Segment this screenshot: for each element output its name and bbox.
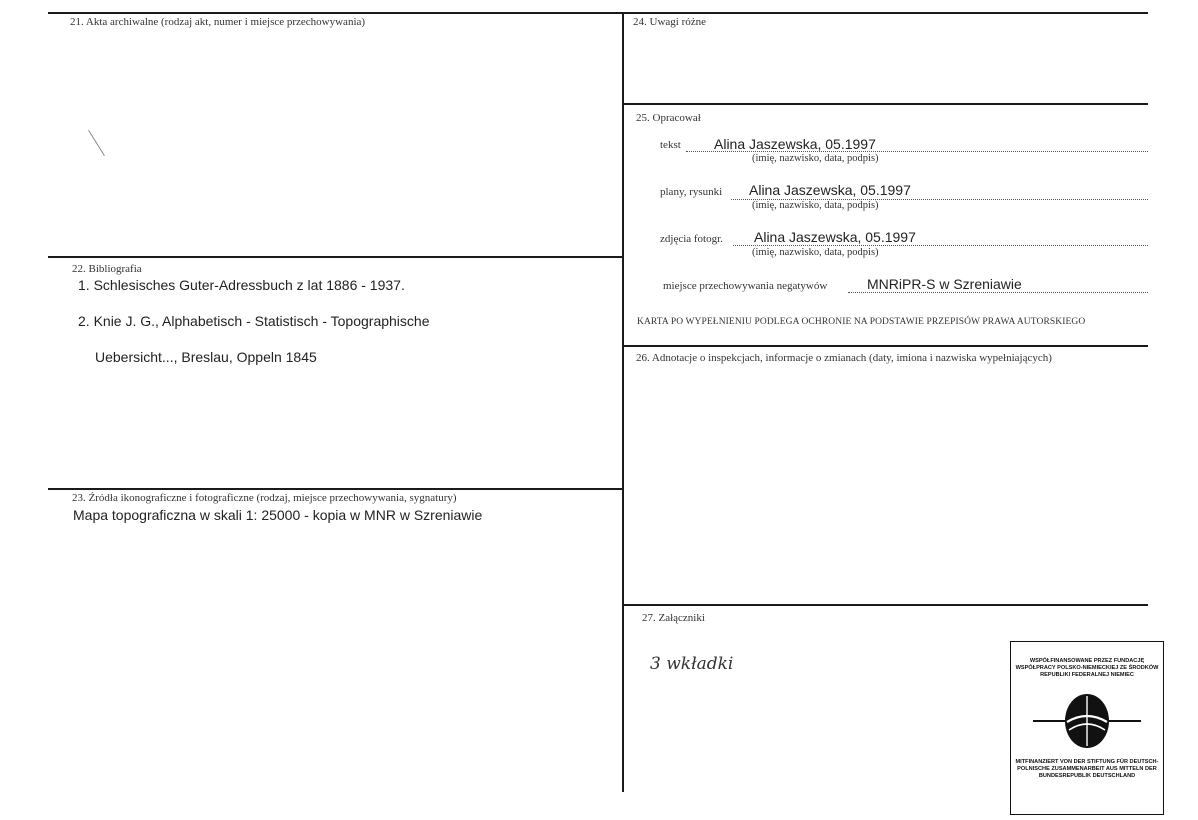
top-border (48, 12, 1148, 14)
bibliography-item-2: 2. Knie J. G., Alphabetisch - Statistisch - Topographische (78, 313, 430, 329)
copyright-notice: KARTA PO WYPEŁNIENIU PODLEGA OCHRONIE NA PODSTAWIE PRZEPISÓW PRAWA AUTORSKIEGO (637, 317, 1086, 327)
funding-stamp (1010, 641, 1164, 815)
iconographic-source: Mapa topograficzna w skali 1: 25000 - kopia w MNR w Szreniawie (73, 507, 483, 523)
attachments-handwritten: 3 wkładki (650, 654, 734, 674)
text-author-label: tekst (660, 139, 681, 151)
section-23-label: 23. Źródła ikonograficzne i fotograficzne (rodzaj, miejsce przechowywania, sygnatury) (72, 492, 457, 504)
bibliography-item-2-cont: Uebersicht..., Breslau, Oppeln 1845 (95, 349, 317, 365)
divider-22-23 (48, 488, 624, 490)
negatives-line (848, 292, 1148, 293)
stamp-top-text: WSPÓŁFINANSOWANE PRZEZ FUNDACJĘ WSPÓŁPRACY POLSKO-NIEMIECKIEJ ZE ŚRODKÓW REPUBLIKI FEDERALNEJ NIEMIEC (1015, 658, 1159, 678)
plans-author-label: plany, rysunki (660, 186, 723, 198)
text-author-value: Alina Jaszewska, 05.1997 (714, 136, 876, 152)
photos-author-hint: (imię, nazwisko, data, podpis) (752, 247, 879, 258)
photos-author-label: zdjęcia fotogr. (660, 233, 723, 245)
section-27-label: 27. Załączniki (642, 612, 705, 624)
bibliography-item-1: 1. Schlesisches Guter-Adressbuch z lat 1886 - 1937. (78, 277, 405, 293)
stray-mark (88, 130, 105, 156)
section-21-label: 21. Akta archiwalne (rodzaj akt, numer i miejsce przechowywania) (70, 16, 366, 28)
divider-24-25 (624, 103, 1148, 105)
section-24-label: 24. Uwagi różne (633, 16, 707, 28)
negatives-value: MNRiPR-S w Szreniawie (867, 276, 1022, 292)
plans-author-value: Alina Jaszewska, 05.1997 (749, 182, 911, 198)
photos-author-line (733, 245, 1148, 246)
section-22-label: 22. Bibliografia (72, 263, 142, 275)
plans-author-hint: (imię, nazwisko, data, podpis) (752, 200, 879, 211)
foundation-logo-icon (1063, 692, 1111, 750)
divider-21-22 (48, 256, 624, 258)
stamp-bottom-text: MITFINANZIERT VON DER STIFTUNG FÜR DEUTSCH-POLNISCHE ZUSAMMENARBEIT AUS MITTELN DER BUNDESREPUBLIK DEUTSCHLAND (1015, 759, 1159, 779)
divider-26-27 (624, 604, 1148, 606)
photos-author-value: Alina Jaszewska, 05.1997 (754, 229, 916, 245)
negatives-label: miejsce przechowywania negatywów (663, 280, 828, 292)
divider-25-26 (624, 345, 1148, 347)
center-divider (622, 12, 624, 792)
section-25-label: 25. Opracował (636, 112, 701, 124)
section-26-label: 26. Adnotacje o inspekcjach, informacje o zmianach (daty, imiona i nazwiska wypełniających) (636, 352, 1052, 364)
text-author-hint: (imię, nazwisko, data, podpis) (752, 153, 879, 164)
